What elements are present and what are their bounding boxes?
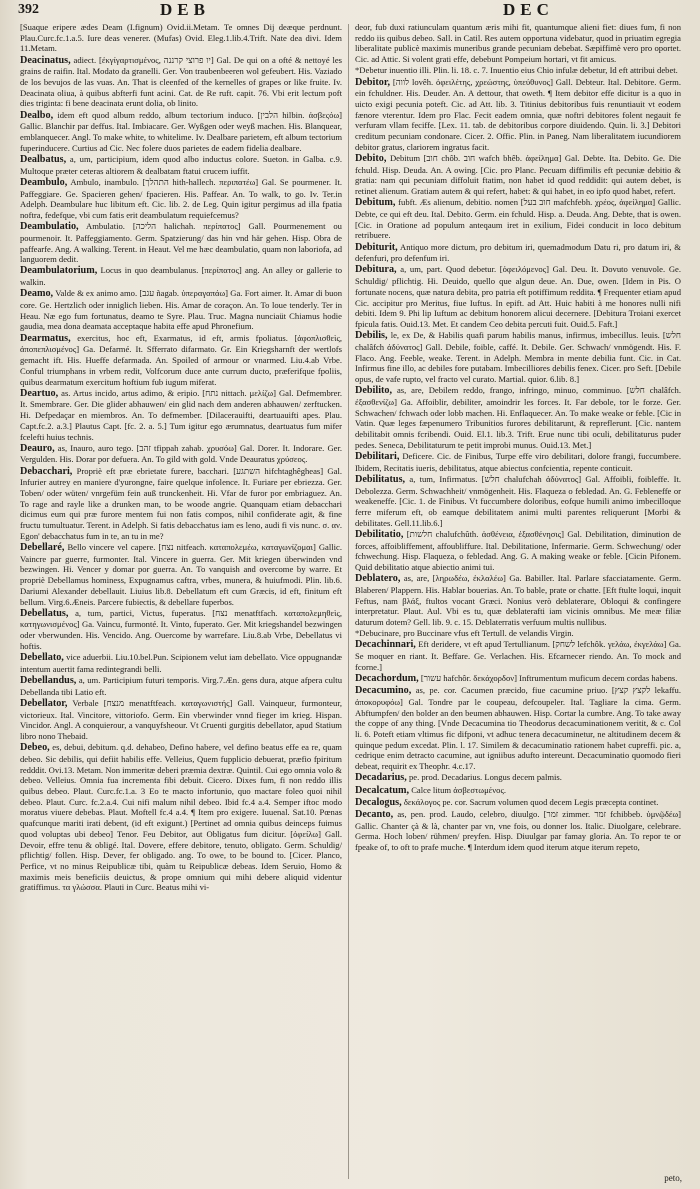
entry-text: Debitum [חוב chôb. חוב wafch bhêb. ἀφείλημα] Gal. Debte. Ita. Debito. Ge. Die fchuld. Hisp. Deuda. An. A owing. [Cic. pro Planc. Pecuam diffimilis eft pecuniæ debitio & gratia: nam qui pecuniam diffoluit ftatim, non habet id quod reddidit: qui autem debet, is retinet alienum. Gratiam autem & qui refert, habet: & qui habet, in eo ipfo quod habet, refert. <box>355 152 681 197</box>
entry-text: vice aduerbii. Liu.10.bel.Pun. Scipionem velut iam debellato. Vice oppugnandæ intentum auertit fama redintegrandi belli. <box>20 652 342 674</box>
entry-text: a, um. Participium futuri temporis. Virg.7.Æn. gens dura, atque afpera cultu Debellanda tibi Latio eft. <box>20 674 342 697</box>
entry-text: as, are, Debilem reddo, frango, infringo, minuo, comminuo. [חלש chalâfch. ἐξασθενίζω] Ga. Affoiblir, debiliter, amoindrir les forces. It. Far debole, tor le forze. Ger. Schwachen/ fchwach oder lobb machen. Hi. Enflaquecer. An. To make weake or feble. [Cic in Vatin. Quæ leges fæpenumero Tribunitios furores debilitarunt, & repreflerunt. [Cic. nantem debilitabit omnis fcribendi. Ouid. El.1. lib.3. Trift. Erue nunc tibi oculi, debilitaturus puder pedes. Seneca, Debilitaturum te petit improbi munus. Ouid.13. Met.] <box>355 385 681 450</box>
entry-text: *Debucinare, pro Buccinare vfus eft Tertull. de velandis Virgin. <box>355 628 574 639</box>
dictionary-entry <box>355 639 681 672</box>
entry-headword: Debitura, <box>355 264 397 276</box>
entry-headword: Decachordum, <box>355 672 419 684</box>
entry-headword: Decacumino, <box>355 685 412 697</box>
entry-headword: Decanto, <box>355 808 394 820</box>
dictionary-entry <box>355 264 681 329</box>
entry-headword: Deambulo, <box>20 176 68 188</box>
entry-text: [לווה lovêh. ὀφειλέτης, χρεώστης, ὑπεύθυνος] Gall. Debteur. Ital. Debitore. Germ. ein fchuldner. His. Deuder. An. A dettour, that oweth. ¶ Item debitor effe dicitur is a quo in uicto exigi pecunia poteft. Cic. ad Att. lib. 3. Titinius debitoribus fuis renuntiauit vt eodem fænore vterentur. Idem pro Flac. Fecit eadem omnia, quæ noftri debitores folent negauit fe verfuram vllam feciffe. [Lex. 11. tab. de debitoribus corpore diuidendo. Quin. li. 3.] Debitori creditum pecuniam condonare. Cicer. 2. Offic. Plin. in Paneg. Nam liberalitatem iucundiorem debitor gratus, clariorem ingratus facit. <box>355 76 681 152</box>
dictionary-entry <box>355 330 681 385</box>
left-column <box>20 22 342 894</box>
entry-headword: Debacchari, <box>20 465 73 477</box>
entry-text: fubft. Æs alienum, debitio. nomen [חוב בעל mafchfebh. χρέος, ἀφείλημα] Gallic. Debte, ce qui eft deu. Ital. Debito. Germ. ein fchuld. Hisp. a. Deuda. Ang. Debte, that is owen. [Cic. in Oratione ad populum anteqaum iret in exilium, Fidei conducit in loco debitum retribuere. <box>355 197 681 241</box>
entry-text: a, tum, partici, Victus, fuperatus. [נצח menatftfach. καταπολεμηθεὶς, κατηγωνισμένος] Ga. Vaincu, furmonté. It. Vinto, fuperato. Ger. Mit kriegshandel bezwingen oder vberwunden. His. Vencido. Ang. Ouercome by warrefare. Liu.8.ab Vrbe, Debellatus vi hoftis. <box>20 607 342 651</box>
entry-headword: Dealbo, <box>20 109 54 121</box>
entry-headword: Debiturit, <box>355 241 398 253</box>
running-head-left: DEB <box>160 0 210 19</box>
entry-text: *Debetur inuentio illi. Plin. li. 18. c. 7. Inuentio eius Chio infulæ debetur, Id eft attribui debet. <box>355 65 678 76</box>
dictionary-entry <box>20 154 342 176</box>
entry-text: as, Inauro, auro tego. [זהב tfippah zahab. χρυσόω] Gal. Dorer. It. Indorare. Ger. Vergulden. His. Dorar por defuera. An. To gild with gold. Vnde Deauratus χρύσεος. <box>20 442 342 465</box>
entry-text: Calce litum ἀσβεστωμένος. <box>411 784 507 795</box>
entry-headword: Deauro, <box>20 442 55 454</box>
entry-headword: Decalogus, <box>355 796 402 808</box>
entry-text: δεκάλογος pe. cor. Sacrum volumen quod decem Legis præcepta continet. <box>403 796 659 807</box>
dictionary-entry <box>20 698 342 742</box>
entry-text: Valde & ex animo amo. [עגב ñagab. ὑπεραγαπάω] Ga. Fort aimer. It. Amar di buon core. Ge. Hertzlich oder inniglich lieben. His. Amar de coraçon. An. To loue tenderly. Ter in Heau. Næ ego fum fortunatus, deamo te Syre. Plau. Truc. Magna nunciaüt Chiamus hodie gaudia, mea dona deamata acceptaque habita effe apud Phronefium. <box>20 288 343 332</box>
dictionary-entry <box>355 628 681 639</box>
dictionary-entry <box>355 785 681 797</box>
dictionary-entry <box>20 110 342 154</box>
entry-text: exercitus, hoc eft, Exarmatus, id eft, armis fpoliatus. [ἀφοπλισθεὶς, ἀποπεπλισμένος] Ga. Defarmé. It. Sfferrato difarmato. Gr. Ein Kriegsharnft der wertlofs gemacht ift. His. Hueffe defarmada. An. Spoiled of armour or vnarmed. Liu.4.ab Vrbe. Conful triumphans in vrbem redit, Volfcorum duce ante currum ducto, præferifque fpoliis, quibus dearmatum exercitum hoftium fub iugum miferat. <box>20 332 342 387</box>
entry-headword: Dearmatus, <box>20 332 71 344</box>
entry-headword: Debellator, <box>20 697 68 709</box>
entry-headword: Decalcatum, <box>355 784 410 796</box>
dictionary-entry <box>355 242 681 264</box>
dictionary-entry <box>20 388 342 443</box>
entry-text: [Suaque eripere ædes Deam (I.fignum) Ovid.ii.Metam. Te omnes Dij deæque perdnunt. Plau.Curc.fc.1.a.5. Iure deas venerer. (Mufas) Ovid. Eleg.1.lib.4.Trift. Nate dea divi. Idem 11.Metam. <box>20 22 342 54</box>
dictionary-entry <box>355 385 681 450</box>
entry-headword: Debilito, <box>355 385 393 397</box>
dictionary-entry <box>355 797 681 809</box>
entry-text: a, tum, Infirmatus. [חלש chalufchah ἀδύνατος] Gal. Affoibli, foibleffe. It. Debolezza. Germ. Schwachheit/ vnmögenheit. His. Flaqueza o febledad. An. G. Febleneffe or weakeneffe. [Cic. 1. de Finibus. Vt fuccumbere doloribus, eofque humili animo imbecilloque ferre miferum eft, ob eamque debilitatem animi multi parentes reliquerunt [Morbi & debilitates. Gell.11.lib.6.] <box>355 473 682 528</box>
entry-text: idem eft quod album reddo, album tectorium induco. [הלבין hilbin. ἀσβεςόω] Gallic. Blanchir par deffus. Ital. Imbiacare. Ger. Wyßgen oder weyß machen. His. Blanquear, emblanquecer. Angl. To make white, to whitelime. Iv. Dealbare parietem, eft album tectorium fuperinducere. Curtius ad Cic. Nec folere duos parietes de eadem fidelia dealbare. <box>20 109 342 153</box>
dictionary-entry <box>20 466 342 542</box>
right-column <box>355 22 681 853</box>
dictionary-entry <box>20 608 342 652</box>
page-number: 392 <box>18 2 39 17</box>
entry-text: as, pe. cor. Cacumen præcido, fiue cacumine priuo. [לקצץ קצץ lekaffu. ἀποκορυφόω] Gal. Tondre par le coupeau, defcoupeler. Ital. Tagliare la cima. Germ. Abftumpfen/ den bolder an den beumen abhauwen. Hisp. Cortar la cumbre. Ang. To take away the coppe of any thing. [Vnde Decacumina tio Theodorus decacuminationem veritit, & c. Col li. 6. Poteft etiam vltimus fic difponi, vt adhuc tenera decacuminetur, ne altitudinem decem & quinque pedum excedat. Plin. l. 17. Similem & decacuminatio rationem habet cupreffi. pic. a, cedrique enim detracto cacumine, aut igniibus adufto intereunt. Decacuminatio quomodo fieri debeat, requirit ex Theophr. 4.c.17. <box>355 685 681 772</box>
dictionary-entry <box>20 675 342 697</box>
catchword: peto, <box>664 1173 682 1183</box>
entry-text: pe. prod. Decadarius. Longus decem palmis. <box>408 772 562 783</box>
dictionary-entry <box>355 529 681 573</box>
entry-text: a, um, participium, idem quod albo inductus colore. Sueton. in Galba. c.9. Multoque præter ceteras altiorem & dealbatam ftatui crucem iuffit. <box>20 153 342 176</box>
dictionary-entry <box>20 22 342 54</box>
dictionary-entry <box>20 652 342 674</box>
dictionary-entry <box>20 221 342 265</box>
entry-headword: Dealbatus, <box>20 153 67 165</box>
entry-headword: Debilis, <box>355 330 388 342</box>
running-head-right: DEC <box>503 0 554 19</box>
entry-text: Antiquo more dictum, pro debitum iri, quemadmodum Datu ri, pro datum iri, & defenfuri, pro defenfum iri. <box>355 241 681 264</box>
dictionary-entry <box>355 673 681 685</box>
dictionary-entry <box>20 333 342 388</box>
entry-headword: Deartuo, <box>20 387 59 399</box>
entry-headword: Debellaré, <box>20 542 65 554</box>
entry-headword: Deambulatorium, <box>20 265 98 277</box>
dictionary-entry <box>355 573 681 628</box>
entry-text: Verbale [מנצח menatftfeach. καταγωνιστής] Gall. Vainqueur, furmonteur, victorieux. Ital. Vincitore, vittoriofo. Germ. Ein vberwinder vnnd fieger im krieg. Hispan. Vincidor. Angl. A conquierour, a vanquyfsheour. Vt Cruenti gurgitis debellator, apud Statium libro nono Thebaid. <box>20 697 342 741</box>
entry-text: a, um, part. Quod debetur. [ὀφειλόμενος] Gal. Deu. It. Dovuto venuvole. Ge. Schuldig/ pflichtig. Hi. Deuido, quello que algun deue. An. Due, owen. [Idem in Pis. O fortunate nocens, quæ natura debita, pro patria eft potiffimum reddita. ¶ Frequenter etiam apud Cic. accipitur pro Meritus, fiue Iuftus. In epift. ad Att. Huic habiti à me honores nulli nifi debiti. Idem 9. Phi lip Iuftum ac debitum honorem alicui decernere. [Debitura Troiani exercet fpicula fatis. Ouid.13. Met. Et candem Ceo debita percuti fuit. Ouid.5. Faft.] <box>355 264 681 329</box>
column-divider <box>348 24 349 1179</box>
entry-headword: Decachinnari, <box>355 639 416 651</box>
entry-text: Ambulo, inambulo. [התהלך hith-hallech. περιπατέω] Gal. Se pourmener. It. Paffeggiare. Ge. Spacieren gehen/ fpacieren. His. Paffear. An. To walk, to go. Iv. Ter.in Adelph. Deambulare huc libitum eft. Cic. lib. 2. de Leg. Quin igitur pergimus ad illa fpatia noftra, fedefque, vbi cum fatis erit deambulatum requiefcemus? <box>20 176 342 220</box>
entry-headword: Debellato, <box>20 652 64 664</box>
dictionary-entry <box>20 265 342 287</box>
entry-text: Propriè eft præ ebrietate furere, bacchari. [השתגע hifchtaghêgheas] Gal. Infurier autrey en maniere d'yurongne, faire quelque infolence. It. Furiare per ebriezza. Ger. Toben/ oder wüten/ vnrgefüm fein auß trunckenheit. Hi. Vfar de furor por embriaguez. An. To rage and rayle like a drunken man, to be woode angrie. Quanquam etiam debacchari dicimus eum qui præ furore mentem fui non fatis compos, nihil confiderate agit, & fine fructu tumultuatur. Terent. in Adelph. Si fatis debacchatus iam es leno, audi fi vis nunc. σ. αν. Egon' debacchatus fum in te, an tu in me? <box>20 465 342 541</box>
dictionary-entry <box>355 153 681 197</box>
entry-headword: Debito, <box>355 152 387 164</box>
entry-text: Bello vincere vel capere. [נצח nitfeach. καταπολεμέω, καταγωνίζομαι] Gallic. Vaincre par guerre, furmonter. Ital. Vincere in guerra. Ger. Mit kriegen überwinden vnd bezwingen. Hi. Vencer y domar por guerra. An. To vanquish and overcome by warre. Et propriè Debellamus hominess, Expugnamus caftra, vrbes, munera, & huiufmodi. Plin. lib.6. Dariumi Alexander debellauit. Liuius lib.8. Debellatum eft cum Græcis, id eft, finitum eft bellum. Virg.6.Æneis. Parcere fubiectis, & debellare fuperbos. <box>20 542 342 607</box>
entry-headword: Deacinatus, <box>20 54 71 66</box>
entry-text: Locus in quo deambulanus. [περίπατος] ang. An alley or gallerie to walkin. <box>20 265 342 288</box>
entry-text: Ambulatio. [הליכה halichah. περίπατος] Gall. Pourmenement ou pourmenoir. It. Paffeggiamento. Germ. Spatzierung/ das hin vnd här gehen. Hisp. Obra de paffearfe. Ang. A walking. Terent. in Heaut. Vel me hæc deambulatio, quam non laboriofa, ad languorem dedit. <box>20 221 342 265</box>
dictionary-entry <box>20 542 342 607</box>
dictionary-entry <box>355 77 681 153</box>
dictionary-entry <box>20 742 342 893</box>
entry-headword: Debilitatus, <box>355 473 406 485</box>
entry-text: es, debui, debitum. q.d. dehabeo, Defino habere, vel defino beatus effe ea re, quam debeo. Sic debilis, qui defiit habilis effe. Velleius, Quem fupplicio debuerat, præfio fpiritum redddit. Ovi.13. Metam. Non immeritæ deberi præmia dextræ. Quintil. Cui ego omnia volo & debeo. Velleius. Omnia fua incrementa fibi debuit. Cicero. Dixes fum, fi non reddo illis quibus debeo. Plaut. Curc.fc.1.a. 3 Eo te macto infortunio, quo mactare foleo quoi nihil debeo. Plaut. Curc. fc.2.a.4. Cui nifi malum nihil debeo. Ibid fc.4 a.4. Semper iftoc modo moratus viuere debebas. Plaut. Moftell fc.4 a.4. ¶ Item pro exigere. Iuuenal. Sat.10. Pœnas quafcunque mariti irati debent, (id eft exigunt.) [Pertinet ad omnia quibus deinceps fuimus quod voluptas ubi debeo] Tenor. Feu Debitor, aut Obligatus fum dicitur. [ὀφείλω] Gall. Devoir, effre tenu & obligé. Ital. Dovere, effere debitore, tenuto, obligato. Germ. Schuldig/ pflichtig/ follen. Hisp. Dever, fer obligado. ang. To owe, to be bound to. [Cicer. Planco, Perfice, vt no minus Reipublicæ tibi, quàm tu Reipublicæ debeas. Idem Seruio, Homo & maximis meis beneficiis deuictus, & prope omnium qui mihi debere aliquid videntur gratiffimus. τα γλώσσα. Plauti in Curc. Beatus mihi vi- <box>20 742 342 893</box>
dictionary-entry <box>355 65 681 76</box>
entry-text: Eft deridere, vt eft apud Tertullianum. [לשחק lefchôk. γελάω, ἐκγελάω] Ga. Se moquer en riant. It. Beffare. Ge. Verlachen. His. Efcarnecer riendo. An. To mock and fcorne.] <box>355 639 681 672</box>
dictionary-entry <box>355 809 681 853</box>
entry-headword: Debeo, <box>20 742 50 754</box>
dictionary-entry <box>355 197 681 241</box>
entry-text: as. Artus incido, artus adimo, & eripio. [נתח nittach. μελίζω] Gal. Defmembrer. It. Smembrare. Ger. Die glider abhauwen/ ein glid nach dem anderen abhauwen/ zerftucken. Hi. Defpedaçar en miembros. An. To defmember. [Dilacerauifti, deartuauifti apes. Plau. Capt.fc.2. a.3.] Plautus Capt. [fc. 2. a. 5.] Tum igitur ego ærumnatus, deartuatus fum mifer fcelefti huius technis. <box>20 387 342 442</box>
dictionary-entry <box>20 443 342 465</box>
entry-text: le, ex De, & Habilis quafi parum habilis manus, infirmus, imbecillus. leuis. [חלש chalâfch ἀδύνατος] Gall. Debile, foible, caffé. It. Debile. Ger. Schwach/ vnmögendt. His. F. Flaco. Ang. Feeble, weake. Terent. in Adelph. Membra in mente debilia funt. Cic. in Cat. Infirmus fine illo, ac debiles fore putabam. Imbecilliores debilis fenex. Cicer. pro Seft. [Debile opus, de vafe rupto, vel fracto vel curato. Martial. quior. 6.lib. 8.] <box>355 330 681 384</box>
entry-text: as, pen. prod. Laudo, celebro, diuulgo. [זמר zimmer. זמר fchibbeb. ὑμνῷδέω] Gallic. Chanter çà & là, chanter par vn, vne fois, ou donner los. Italic. Diuolgare, celebrare. Germa. Hoch loben/ rühmen/ preyfen. Hisp. Diuulgar par famay gloria. An. To repor te or fpeake of, to oft to prafe muche. ¶ Interdum idem quod iterum atque iterum repeto, <box>355 808 682 853</box>
dictionary-entry <box>20 288 342 332</box>
entry-text: Deficere. Cic. de Finibus, Turpe effe viro debilitari, dolore frangi, fuccumbere. Ibidem, Recitatis iueris, debilitatus, atque abiectus confcientia, repente conticuit. <box>355 450 681 473</box>
entry-headword: Deamo, <box>20 288 54 300</box>
entry-headword: Debitor, <box>355 76 390 88</box>
dictionary-entry <box>355 451 681 473</box>
entry-headword: Deblatero, <box>355 573 401 585</box>
dictionary-entry <box>20 177 342 221</box>
entry-text: deor, fub duxi ratiunculam quantum æris mihi fit, quantumque alieni fiet: diues fum, fi non reddo iis quibus debeo. Sall. in Catil. Res autem opportuna videbatur, quod in priuatim egregia liberalitate publicè maximis muneribus grande pecuniam debebat. Sæpiffimè vero pro oportet. Cic. ad Attic. Si volent grati effe, debebunt Pompeium hortari, vt fit amicus. <box>355 22 681 65</box>
dictionary-entry <box>355 685 681 772</box>
entry-text: as, are, [ληρωδέω, ἐκλαλέω] Ga. Babiller. Ital. Parlare sfacciatamente. Germ. Blaberen/ Plappern. His. Hablar bouerias. An. To bable, prate or chatte. [Eft ftulte loqui, inquit Feftus, nam βλάξ, ftultos vocant Græci. Nonius verò deblaterare, Obloqui & confingere interpretatur. Plaut. Aul. Vbi es tu, quæ deblaterafti iam vicinis omnibus. Me meæ filiæ daturum dotem? Gell. lib. 9. c. 15. Deblaterratis verfuum multis nullibus. <box>355 573 681 627</box>
entry-headword: Deambulatio, <box>20 221 79 233</box>
dictionary-entry <box>20 55 342 110</box>
dictionary-entry <box>355 474 681 529</box>
dictionary-entry <box>355 22 681 65</box>
entry-headword: Debilitari, <box>355 450 400 462</box>
entry-text: [עשור hafchôr. δεκάχορδον] Inftrumentum muficum decem cordas habens. <box>420 672 678 683</box>
running-header <box>0 0 700 22</box>
entry-text: [חלשות chalufchûth. ἀσθένεια, ἐξασθένησις] Gal. Debilitation, diminution de forces, affoibliffement, affoubliffure. Ital. Debilitatione, Infermarie. Germ. Schwechung/ oder fchwechung. Hisp. Flaqueza, o febledad. Ang. G. A making weake or feble. [Cicin Pifonem. Quid debilitatio atque abiectio animi tui. <box>355 528 681 572</box>
entry-headword: Debilitatio, <box>355 528 404 540</box>
entry-headword: Decadarius, <box>355 772 407 784</box>
entry-headword: Debellandus, <box>20 674 77 686</box>
entry-text: adiect. [ἐκγίγαρτισμένος, יו פרוצי קרננה] Gal. De qui on a ofté & nettoyé les grains de raifin. Ital. Modato da granelli. Ger. Von traubenbeeren wol gefeubert. His. Vaziado de los bevujos de las vuas. An. That is cleenfed of the kernelles of grapes or like fruite. Iv. Deacinata oliua, à quibus abfterfi funt acini. Cat. de Re ruft. capit. 76. Vbi erit lectum poft dies triginta: fi bene deacinata erunt dolia, ob linito. <box>20 54 343 109</box>
entry-headword: Debellatus, <box>20 607 69 619</box>
dictionary-entry <box>355 772 681 784</box>
entry-headword: Debitum, <box>355 197 396 209</box>
